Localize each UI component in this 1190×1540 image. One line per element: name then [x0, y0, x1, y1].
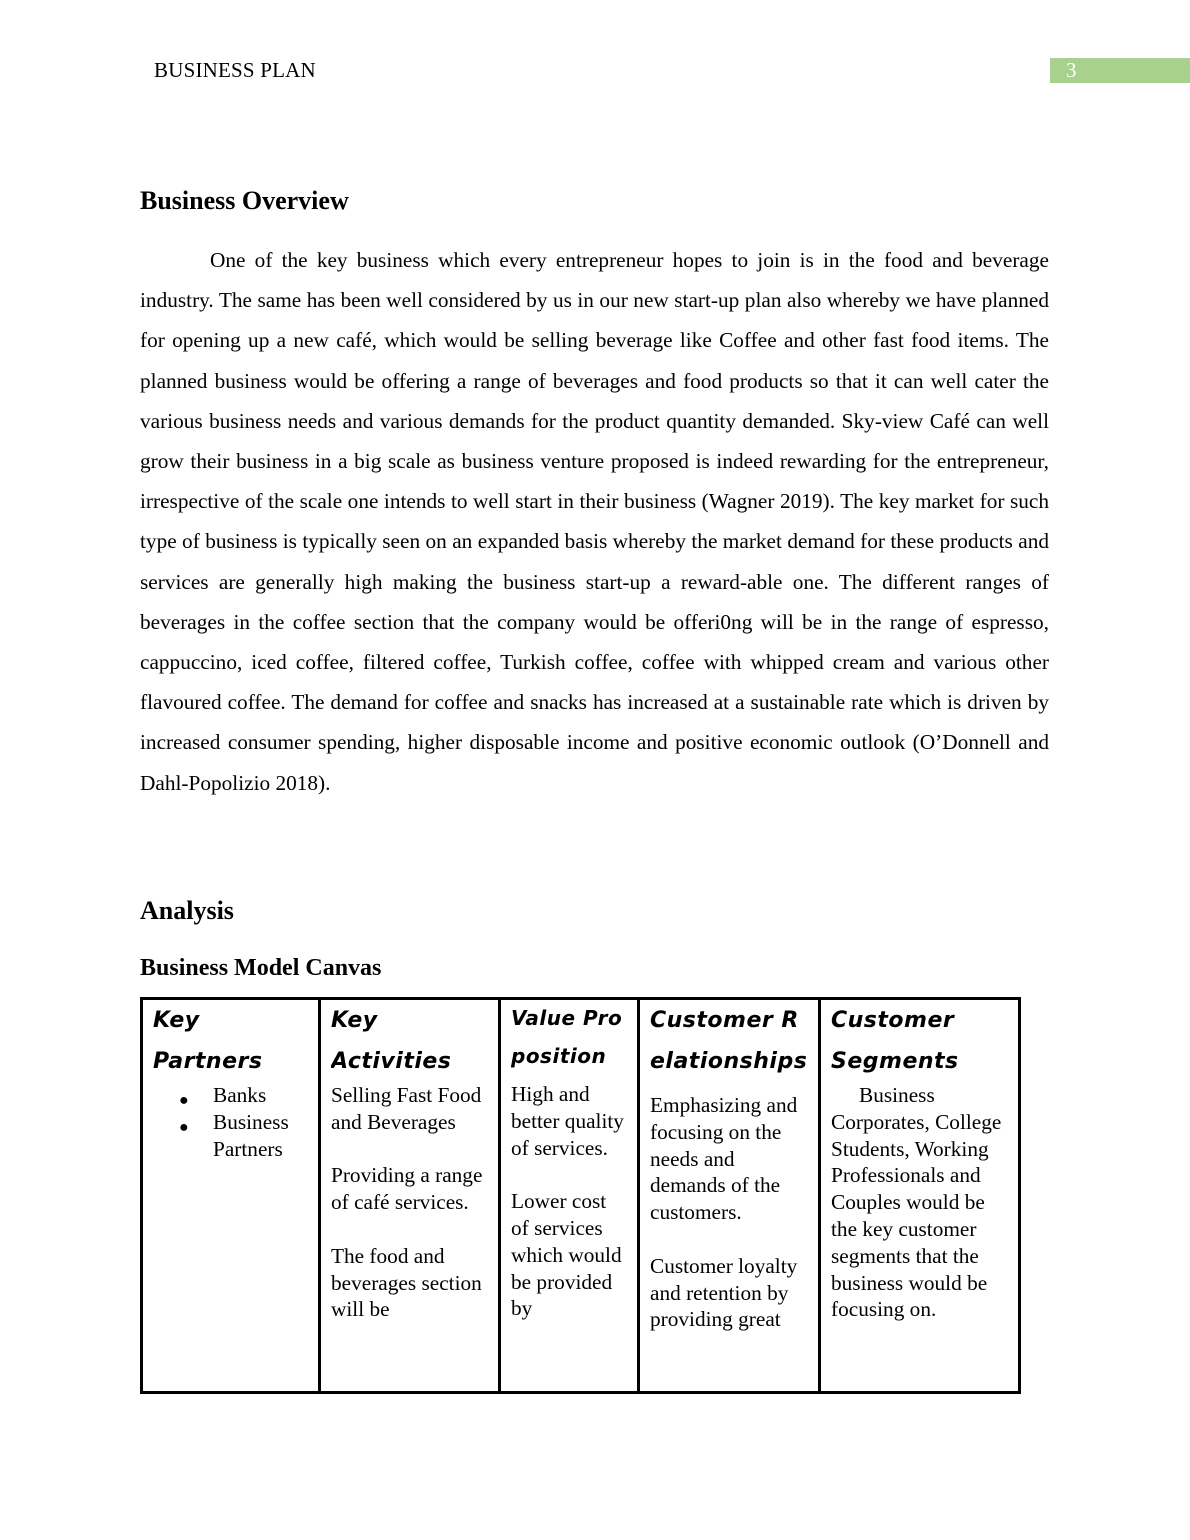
- page-number-box: [1050, 58, 1190, 83]
- customer-segments-cell: [820, 999, 1020, 1393]
- key-activities-text: Providing a range of café services.: [331, 1163, 483, 1215]
- key-partners-list: [153, 1082, 310, 1162]
- customer-relationships-heading: Customer Relationships: [650, 1008, 808, 1074]
- value-proposition-heading: Value Proposition: [511, 1006, 623, 1068]
- key-activities-cell: [320, 999, 500, 1393]
- key-partners-heading: Key Partners: [153, 1008, 263, 1074]
- value-proposition-cell: [500, 999, 639, 1393]
- list-item-text: Business Partners: [213, 1109, 289, 1161]
- bullet-icon: ●: [179, 1092, 189, 1109]
- canvas-subheading: Business Model Canvas: [140, 955, 382, 981]
- overview-paragraph: One of the key business which every entrepreneur hopes to join is in the food and beverage industry. The same has been well considered by us in our new start-up plan also whereby we have planned for opening up a new café, which would be selling beverage like Coffee and other fast food items. The planned business would be offering a range of beverages and food products so that it can well cater the various business needs and various demands for the product quantity demanded. Sky-view Café can well grow their business in a big scale as business venture proposed is indeed rewarding for the entrepreneur, irrespective of the scale one intends to well start in their business (Wagner 2019). The key market for such type of business is typically seen on an expanded basis whereby the market demand for these products and services are generally high making the business start-up a reward-able one. The different ranges of beverages in the coffee section that the company would be offeri0ng will be in the range of espresso, cappuccino, iced coffee, filtered coffee, Turkish coffee, coffee with whipped cream and various other flavoured coffee. The demand for coffee and snacks has increased at a sustainable rate which is driven by increased consumer spending, higher disposable income and positive economic outlook (O’Donnell and Dahl-Popolizio 2018).: [140, 248, 1049, 795]
- page-number: 3: [1066, 58, 1077, 82]
- customer-segments-text: Business Corporates, College Students, Working Professionals and Couples would be the key customer segments that the business would be focusing on.: [831, 1083, 1002, 1322]
- customer-segments-heading: Customer Segments: [831, 1008, 959, 1074]
- list-item-text: Banks: [213, 1083, 267, 1107]
- bullet-icon: ●: [179, 1118, 189, 1136]
- key-activities-heading: Key Activities: [331, 1008, 452, 1074]
- value-proposition-text: Lower cost of services which would be provided by: [511, 1189, 622, 1321]
- running-head: BUSINESS PLAN: [154, 58, 316, 82]
- key-partners-cell: [142, 999, 320, 1393]
- customer-relationships-text: Emphasizing and focusing on the needs and demands of the customers.: [650, 1093, 798, 1225]
- value-proposition-text: High and better quality of services.: [511, 1082, 624, 1160]
- list-item: [153, 1082, 310, 1109]
- canvas-row: [142, 999, 1020, 1393]
- customer-relationships-cell: [639, 999, 820, 1393]
- key-activities-text: The food and beverages section will be: [331, 1243, 482, 1322]
- list-item: [153, 1109, 310, 1163]
- analysis-heading: Analysis: [140, 896, 234, 925]
- overview-heading: Business Overview: [140, 186, 349, 215]
- business-model-canvas-table: [140, 997, 1021, 1394]
- key-activities-text: Selling Fast Food and Beverages: [331, 1083, 482, 1134]
- customer-relationships-text: Customer loyalty and retention by providing great: [650, 1253, 798, 1332]
